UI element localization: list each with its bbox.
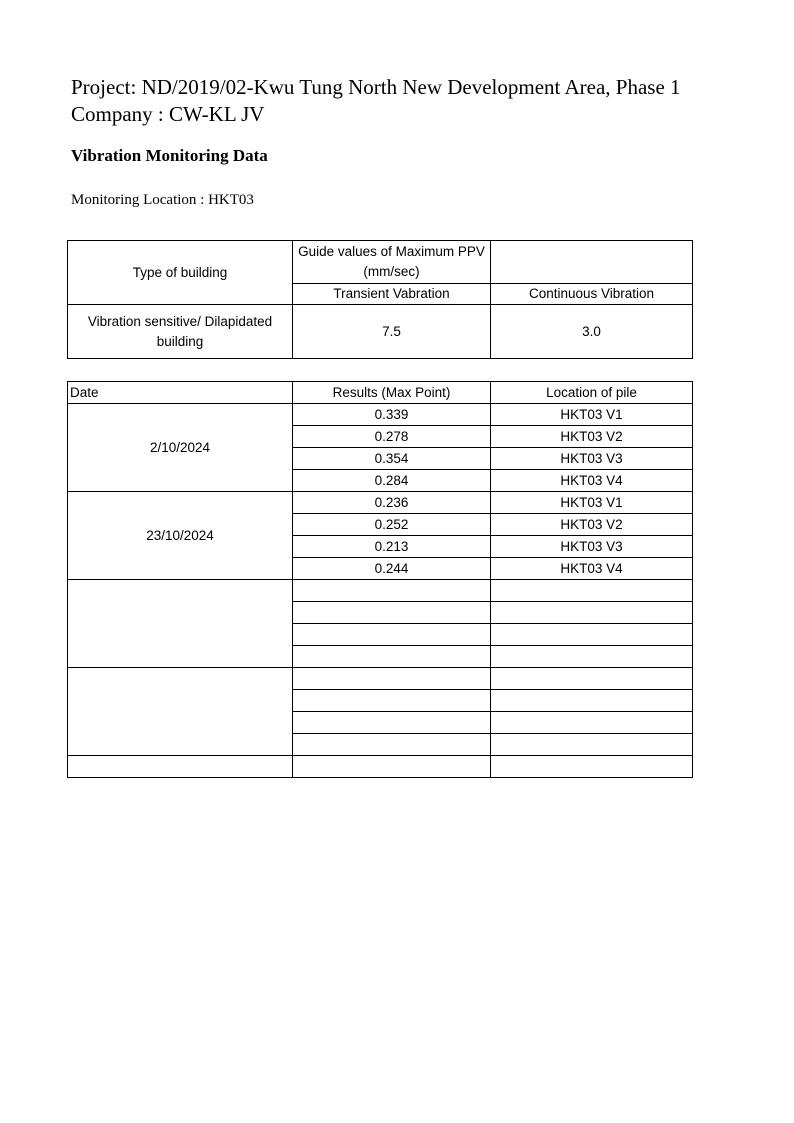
transient-vibration-header: Transient Vabration — [293, 284, 491, 305]
guide-values-header: Guide values of Maximum PPV (mm/sec) — [293, 241, 491, 284]
empty-cell — [293, 580, 491, 602]
empty-cell — [491, 602, 693, 624]
continuous-vibration-header: Continuous Vibration — [491, 284, 693, 305]
empty-cell — [491, 712, 693, 734]
result-cell: 0.236 — [293, 492, 491, 514]
result-cell: 0.339 — [293, 404, 491, 426]
location-cell: HKT03 V4 — [491, 558, 693, 580]
building-type-cell: Vibration sensitive/ Dilapidated building — [68, 305, 293, 359]
empty-row — [68, 668, 693, 690]
section-title: Vibration Monitoring Data — [71, 146, 268, 165]
location-cell: HKT03 V1 — [491, 404, 693, 426]
location-cell: HKT03 V2 — [491, 514, 693, 536]
empty-cell — [293, 624, 491, 646]
empty-cell — [293, 602, 491, 624]
location-cell: HKT03 V2 — [491, 426, 693, 448]
empty-cell — [293, 734, 491, 756]
company-name: Company : CW-KL JV — [71, 102, 265, 126]
table-row — [68, 492, 693, 514]
empty-cell — [293, 712, 491, 734]
date-cell: 2/10/2024 — [68, 404, 293, 492]
monitoring-location: Monitoring Location : HKT03 — [71, 192, 254, 208]
project-title: Project: ND/2019/02-Kwu Tung North New Development Area, Phase 1 — [71, 75, 681, 99]
empty-cell — [293, 690, 491, 712]
results-header: Results (Max Point) — [293, 382, 491, 404]
result-cell: 0.213 — [293, 536, 491, 558]
empty-cell — [491, 668, 693, 690]
empty-cell — [491, 580, 693, 602]
empty-cell — [293, 668, 491, 690]
result-cell: 0.278 — [293, 426, 491, 448]
empty-row — [68, 756, 693, 778]
date-cell: 23/10/2024 — [68, 492, 293, 580]
empty-cell — [491, 646, 693, 668]
table-row — [68, 404, 693, 426]
result-cell: 0.354 — [293, 448, 491, 470]
empty-cell — [491, 690, 693, 712]
type-of-building-header: Type of building — [68, 241, 293, 305]
empty-date-cell — [68, 668, 293, 756]
continuous-value-cell: 3.0 — [491, 305, 693, 359]
location-cell: HKT03 V3 — [491, 448, 693, 470]
empty-cell — [491, 756, 693, 778]
empty-date-cell — [68, 580, 293, 668]
location-header: Location of pile — [491, 382, 693, 404]
guide-values-table — [67, 240, 693, 359]
empty-row — [68, 580, 693, 602]
empty-cell — [293, 646, 491, 668]
transient-value-cell: 7.5 — [293, 305, 491, 359]
empty-cell — [293, 756, 491, 778]
empty-cell — [491, 734, 693, 756]
location-cell: HKT03 V4 — [491, 470, 693, 492]
result-cell: 0.284 — [293, 470, 491, 492]
date-header: Date — [68, 382, 293, 404]
location-cell: HKT03 V3 — [491, 536, 693, 558]
results-table — [67, 381, 693, 778]
empty-cell — [68, 756, 293, 778]
location-cell: HKT03 V1 — [491, 492, 693, 514]
result-cell: 0.244 — [293, 558, 491, 580]
empty-cell — [491, 624, 693, 646]
result-cell: 0.252 — [293, 514, 491, 536]
guide-blank-header — [491, 241, 693, 284]
